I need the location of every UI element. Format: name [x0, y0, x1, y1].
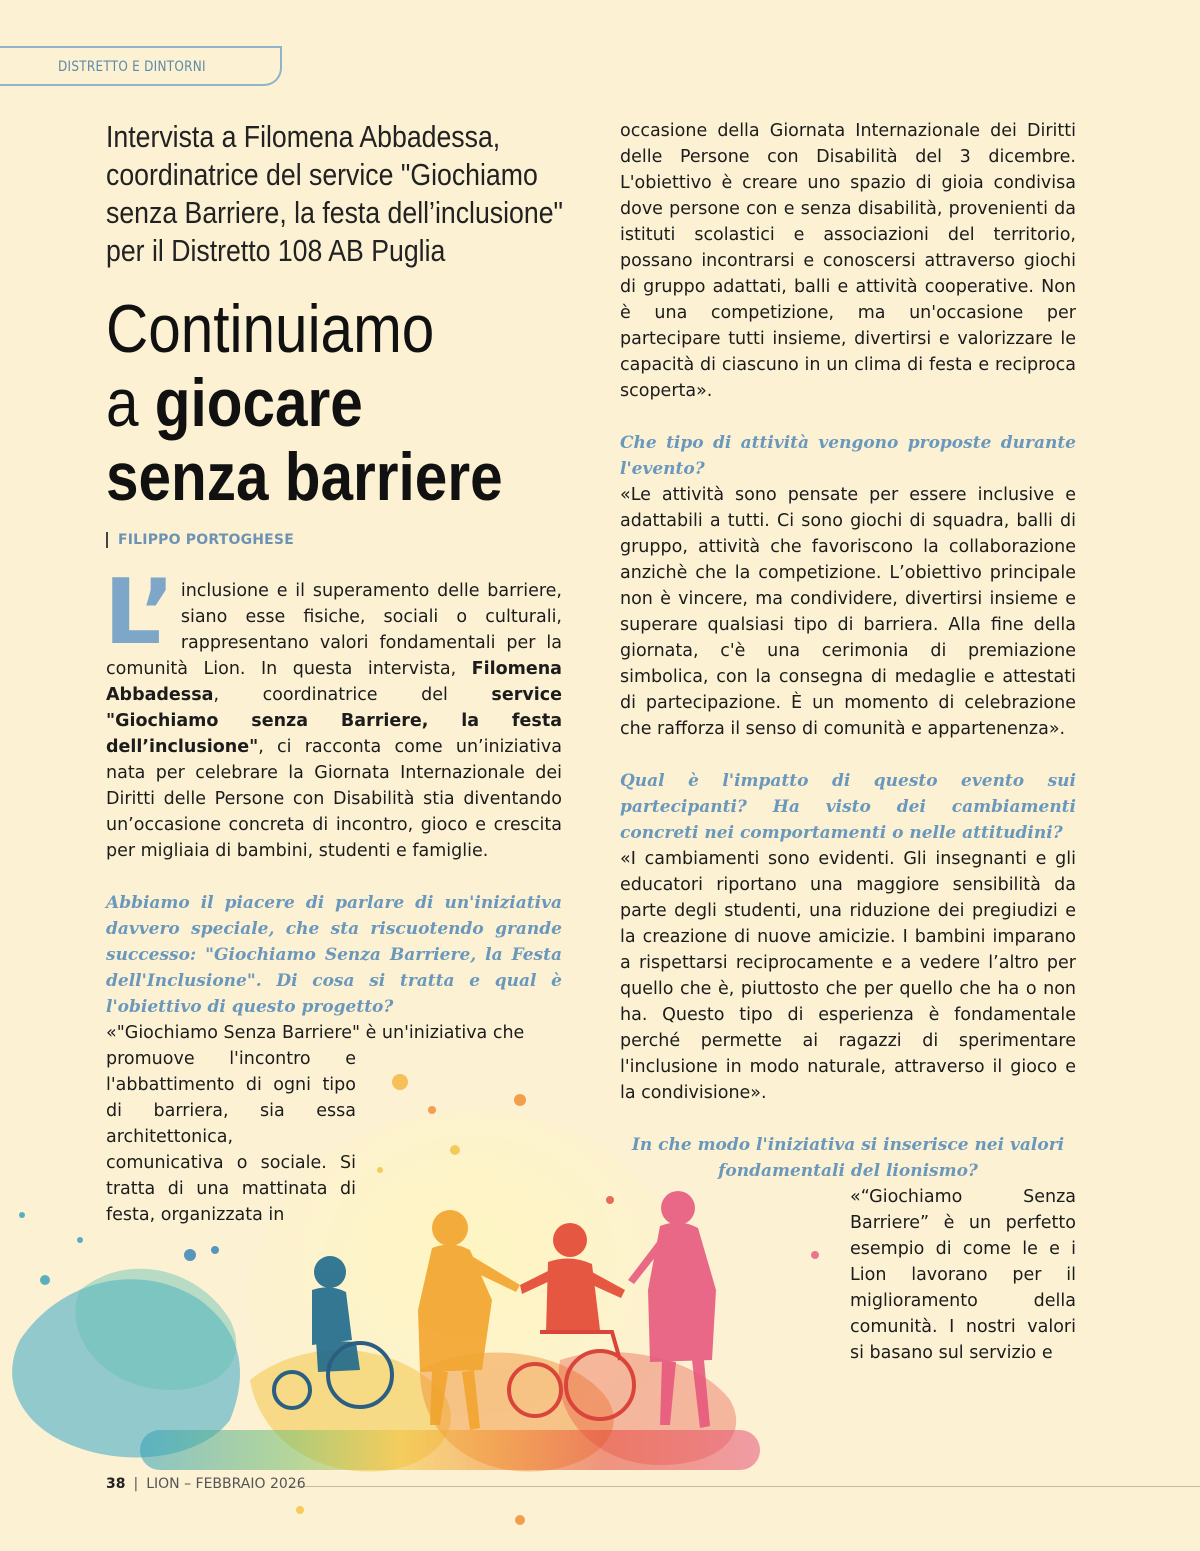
answer-2: «Le attività sono pensate per essere inclusive e adattabili a tutti. Ci sono giochi di squadra, balli di gruppo, attività che favoriscono la collaborazione anzichè che la competizione. L’obiettivo principale non è vincere, ma condividere, divertirsi insieme e superare qualsiasi tipo di barriera. Alla fine della giornata, c'è una cerimonia di premiazione simbolica, con la consegna di medaglie e attestati di partecipazione. È un momento di celebrazione che rafforza il senso di comunità e appartenenza».: [620, 485, 1076, 739]
lead-service: service "Giochiamo senza Barriere, la festa dell’inclusione": [106, 685, 562, 757]
question-3: Qual è l'impatto di questo evento sui partecipanti? Ha visto dei cambiamenti concreti nei comportamenti o nelle attitudini?: [620, 771, 1076, 843]
section-label: DISTRETTO E DINTORNI: [58, 59, 206, 75]
headline-line2: [106, 366, 588, 440]
lead-end: , ci racconta come un’iniziativa nata per celebrare la Giornata Internazionale dei Diritti delle Persone con Disabilità stia diventando un’occasione concreta di incontro, gioco e crescita per migliaia di bambini, studenti e famiglie.: [106, 737, 562, 861]
lead-paragraph: [104, 560, 562, 864]
question-4: In che modo l'iniziativa si inserisce nei valori fondamentali del lionismo?: [631, 1135, 1065, 1181]
footer-rule: [290, 1486, 1200, 1487]
byline-divider: [106, 532, 108, 548]
right-column: [620, 118, 1076, 1366]
intro-subtitle: Intervista a Filomena Abbadessa, coordinatrice del service "Giochiamo senza Barriere, la festa dell’inclusione" per il Distretto 108 AB Puglia: [106, 119, 563, 268]
footer-divider: |: [133, 1476, 139, 1492]
headline: [106, 292, 588, 514]
headline-bold1: giocare: [154, 365, 363, 441]
lead-mid: , coordinatrice del: [213, 685, 492, 705]
headline-a: a: [106, 365, 155, 441]
author-name: FILIPPO PORTOGHESE: [118, 532, 294, 548]
answer-1-continued: occasione della Giornata Internazionale dei Diritti delle Persone con Disabilità del 3 dicembre. L'obiettivo è creare uno spazio di gioia condivisa dove persone con e senza disabilità, provenienti da istituti scolastici e associazioni del territorio, possano incontrarsi e conoscersi attraverso giochi di gruppo adattati, balli e attività cooperative. Non è una competizione, ma un'occasione per partecipare tutti insieme, divertirsi e valorizzare le capacità di ciascuno in un clima di festa e reciproca scoperta».: [620, 121, 1076, 401]
answer-4: «“Giochiamo Senza Barriere” è un perfetto esempio di come le e i Lion lavorano per il miglioramento della comunità. I nostri valori si basano sul servizio e: [850, 1187, 1076, 1363]
headline-line1: Continuiamo: [106, 291, 435, 367]
lead-start: inclusione e il superamento delle barriere, siano esse fisiche, sociali o culturali, rappresentano valori fondamentali per la comunità Lion. In questa intervista,: [106, 581, 562, 679]
question-1: Abbiamo il piacere di parlare di un'iniziativa davvero speciale, che sta riscuotendo grande successo: "Giochiamo Senza Barriere, la Festa dell'Inclusione". Di cosa si tratta e qual è l'obiettivo di questo progetto?: [106, 893, 562, 1017]
answer-1-text: promuove l'incontro e l'abbattimento di ogni tipo di barriera, sia essa architettonica, comunicativa o sociale. Si tratta di una mattinata di festa, organizzata in: [106, 1049, 356, 1225]
answer-1-first-line: «"Giochiamo Senza Barriere" è un'iniziativa che: [106, 1023, 525, 1043]
page-footer: [106, 1476, 306, 1492]
section-tab: [0, 46, 282, 86]
page-number: 38: [106, 1476, 126, 1492]
left-column: [106, 118, 562, 1228]
lead-name: Filomena Abbadessa: [106, 659, 562, 705]
question-2: Che tipo di attività vengono proposte durante l'evento?: [620, 433, 1076, 479]
answer-3: «I cambiamenti sono evidenti. Gli insegnanti e gli educatori riportano una maggiore sensibilità da parte degli studenti, una riduzione dei pregiudizi e la creazione di nuove amicizie. I bambini imparano a rispettarsi reciprocamente e a vedere l’altro per quello che è, piuttosto che per quello che ha o non ha. Questo tipo di esperienza è fondamentale perché permette ai ragazzi di sperimentare l'inclusione in modo naturale, attraverso il gioco e la condivisione».: [620, 849, 1076, 1103]
magazine-issue: LION – FEBBRAIO 2026: [146, 1476, 306, 1492]
byline: [106, 532, 562, 548]
headline-line3: senza barriere: [106, 439, 503, 515]
drop-cap: L’: [104, 560, 175, 665]
